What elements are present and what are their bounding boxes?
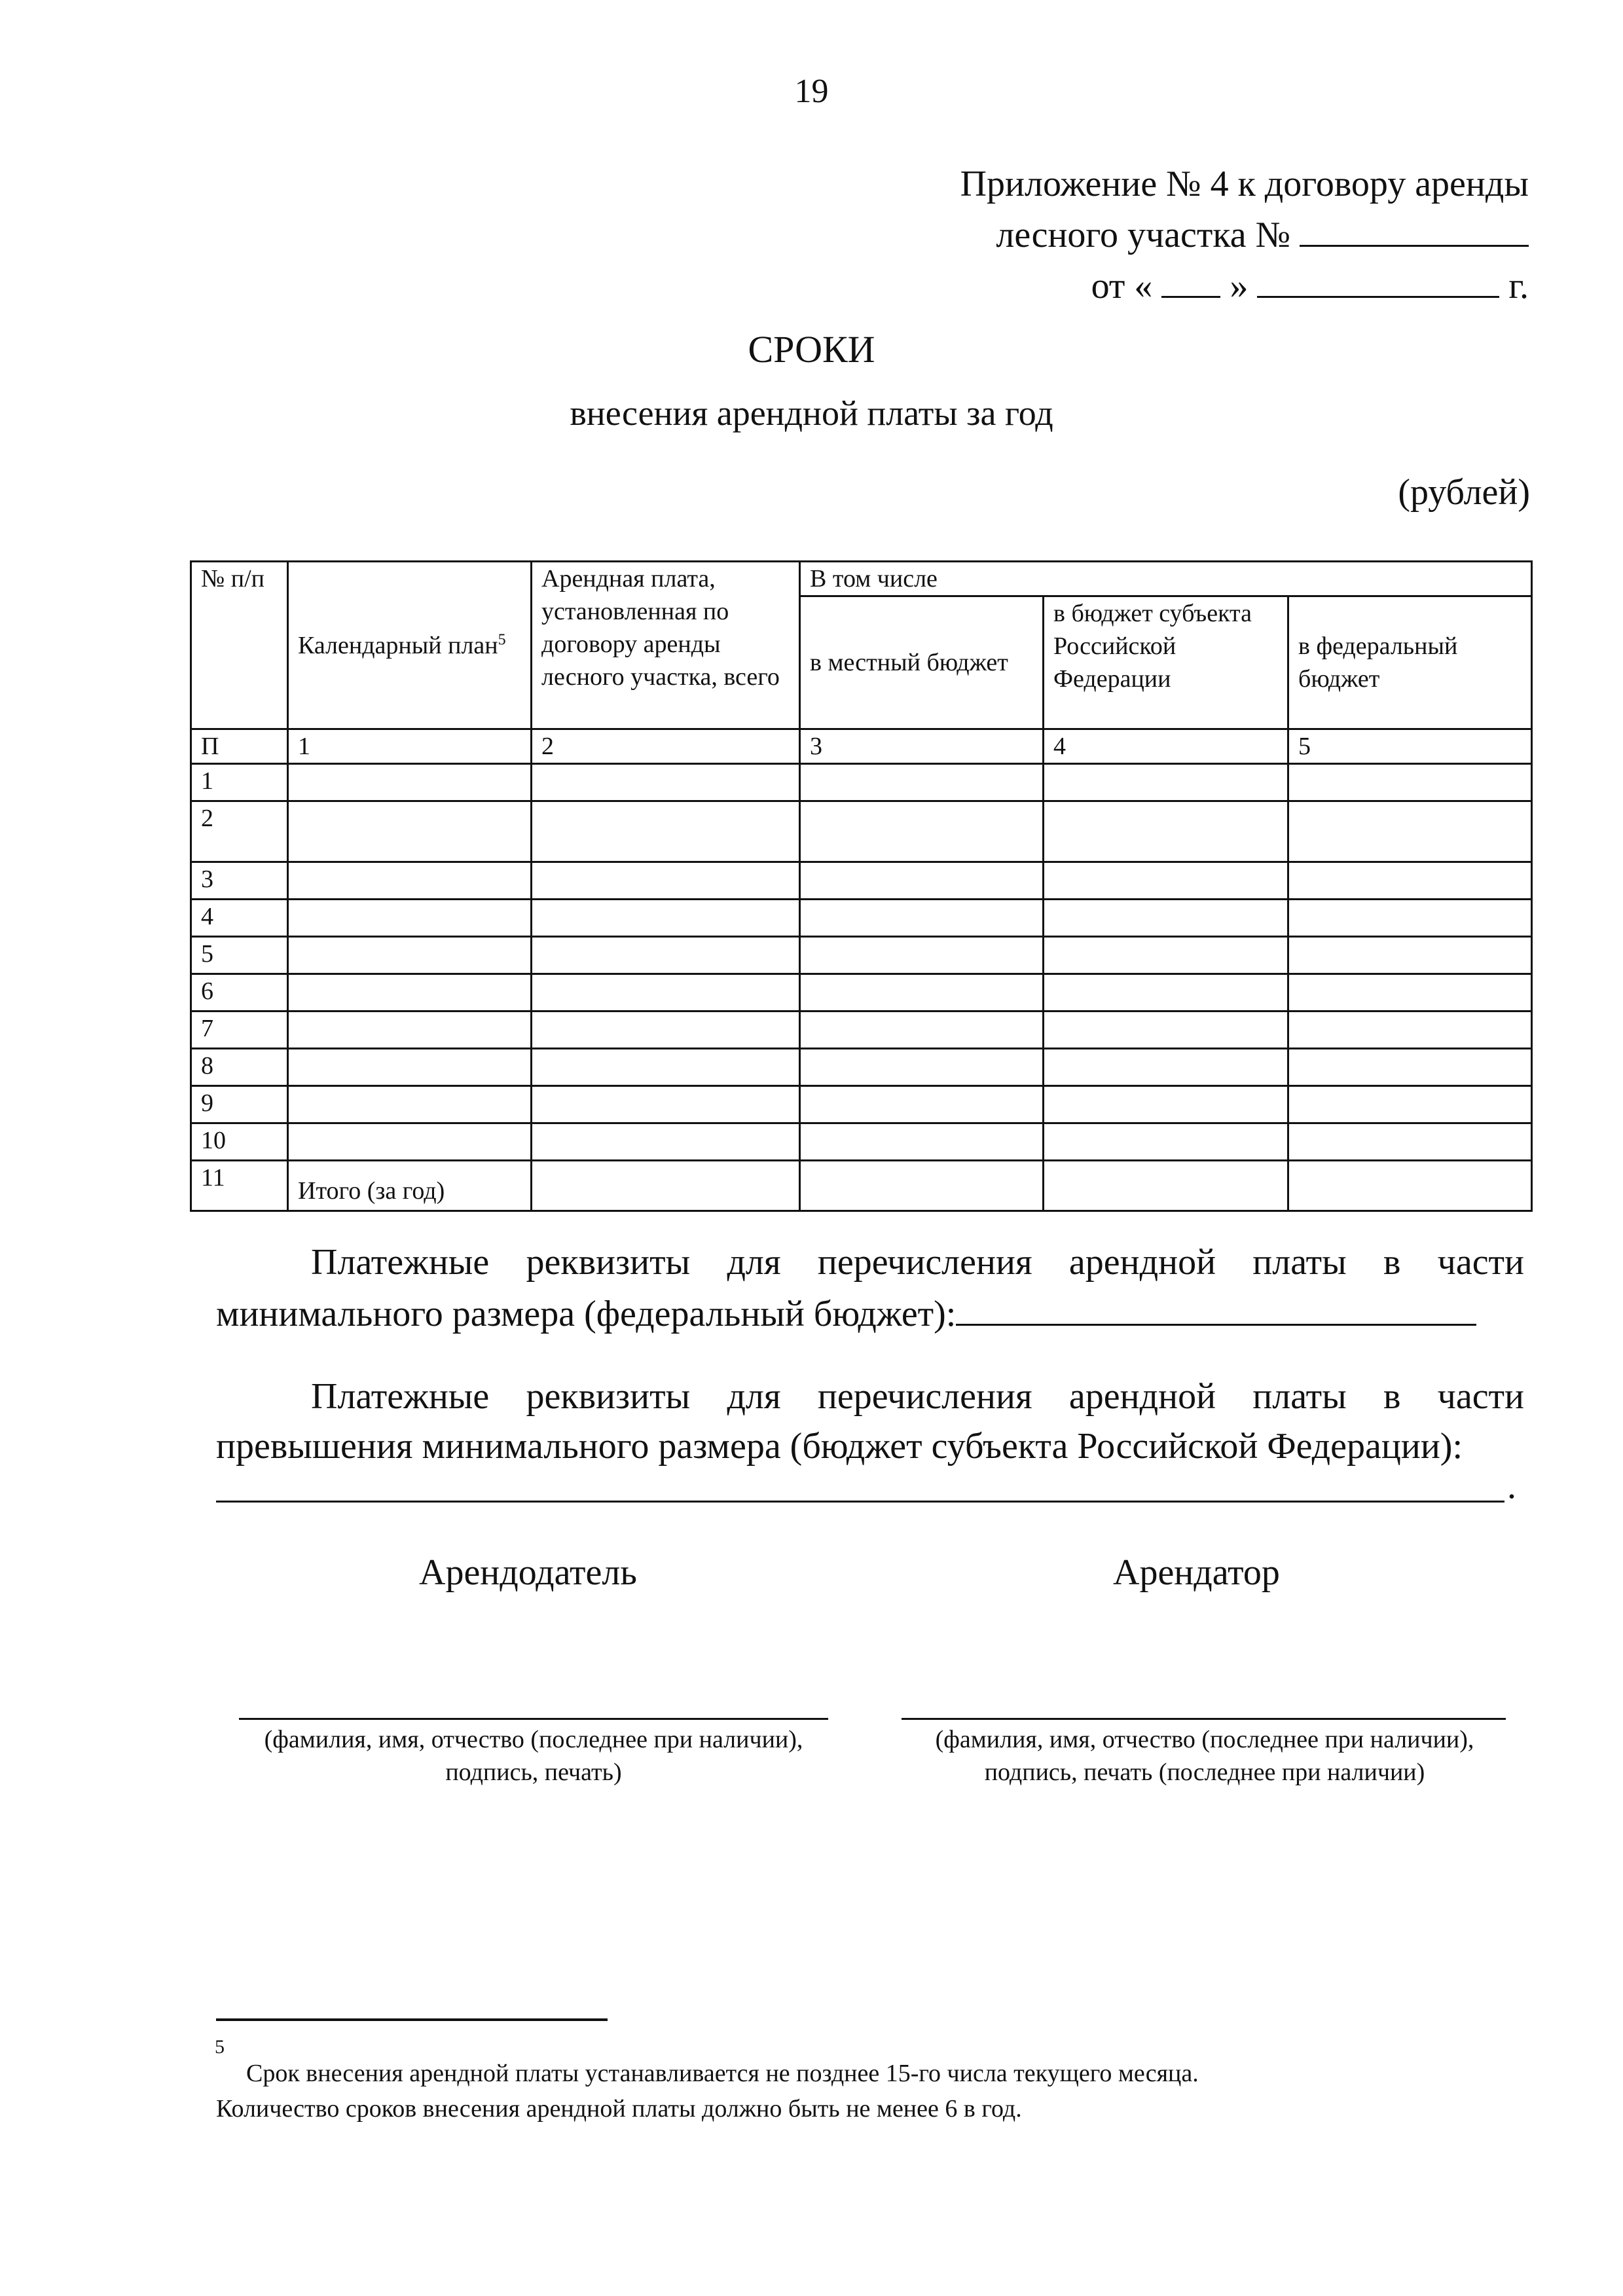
table-cell	[532, 1011, 800, 1049]
table-cell	[1044, 1123, 1288, 1161]
footnote-line-1: Срок внесения арендной платы устанавливается не позднее 15-го числа текущего месяца.	[246, 2060, 1199, 2087]
row-number: 5	[191, 937, 288, 974]
contract-number-blank	[1300, 211, 1529, 247]
document-subtitle: внесения арендной платы за год	[570, 393, 1053, 433]
document-title: СРОКИ	[748, 328, 875, 371]
header-plan-text: Календарный план	[298, 631, 498, 659]
table-cell	[1288, 1049, 1532, 1086]
table-cell	[1044, 1011, 1288, 1049]
subject-details-end: .	[1507, 1466, 1516, 1506]
tenant-signature-caption: (фамилия, имя, отчество (последнее при наличии), подпись, печать (последнее при наличии)	[935, 1726, 1474, 1786]
table-cell	[288, 862, 532, 900]
table-cell	[800, 1123, 1044, 1161]
table-cell	[1288, 974, 1532, 1011]
col-number: 5	[1288, 729, 1532, 764]
landlord-signature-caption: (фамилия, имя, отчество (последнее при наличии), подпись, печать)	[264, 1726, 803, 1786]
table-cell	[1288, 937, 1532, 974]
payment-subject-line-1: Платежные реквизиты для перечисления арендной платы в части	[311, 1376, 1524, 1417]
table-cell	[532, 937, 800, 974]
table-cell	[1288, 801, 1532, 862]
footnote-mark: 5	[215, 2036, 225, 2058]
row-number: 4	[191, 900, 288, 937]
table-cell	[1044, 937, 1288, 974]
footnote-line-2: Количество сроков внесения арендной платы должно быть не менее 6 в год.	[216, 2095, 1022, 2123]
page-number: 19	[794, 73, 829, 110]
landlord-signature-line	[239, 1718, 828, 1720]
payment-schedule-table	[190, 560, 1533, 1212]
table-row	[191, 1086, 1532, 1123]
date-suffix: г.	[1508, 266, 1529, 306]
appendix-line-3	[960, 261, 1529, 312]
table-row	[191, 1049, 1532, 1086]
table-cell	[800, 1011, 1044, 1049]
table-row	[191, 900, 1532, 937]
payment-federal-line-2	[216, 1287, 1524, 1339]
header-local-budget: в местный бюджет	[800, 596, 1044, 729]
header-subject-budget: в бюджет субъекта Российской Федерации	[1044, 596, 1288, 729]
header-plan	[288, 562, 532, 729]
header-including: В том числе	[800, 562, 1532, 596]
payment-details-federal	[216, 1237, 1524, 1339]
table-cell	[800, 764, 1044, 801]
tenant-label: Арендатор	[1113, 1552, 1280, 1593]
payment-subject-line-2: превышения минимального размера (бюджет субъекта Российской Федерации):	[216, 1426, 1463, 1467]
table-cell	[288, 937, 532, 974]
payment-federal-line-1: Платежные реквизиты для перечисления арендной платы в части	[311, 1242, 1524, 1283]
table-cell	[532, 1086, 800, 1123]
table-cell	[288, 1086, 532, 1123]
tenant-signature-line	[902, 1718, 1506, 1720]
month-year-blank	[1257, 262, 1499, 298]
total-label: Итого (за год)	[288, 1161, 532, 1211]
table-cell	[1044, 1161, 1288, 1211]
table-cell	[288, 1049, 532, 1086]
row-number: 2	[191, 801, 288, 862]
table-cell	[800, 1086, 1044, 1123]
row-number: 1	[191, 764, 288, 801]
table-cell	[288, 974, 532, 1011]
table-row	[191, 937, 1532, 974]
footnote-ref: 5	[498, 630, 506, 648]
subject-details-blank	[216, 1461, 1504, 1503]
table-cell	[1044, 862, 1288, 900]
col-number: 4	[1044, 729, 1288, 764]
table-cell	[1044, 900, 1288, 937]
table-cell	[1044, 974, 1288, 1011]
table-cell	[288, 801, 532, 862]
header-num: № п/п	[191, 562, 288, 729]
table-cell	[532, 764, 800, 801]
table-row	[191, 764, 1532, 801]
col-number: 2	[532, 729, 800, 764]
table-cell	[532, 862, 800, 900]
header-federal-budget: в федеральный бюджет	[1288, 596, 1532, 729]
table-cell	[532, 1161, 800, 1211]
header-rent-total: Арендная плата, установленная по договору аренды лесного участка, всего	[532, 562, 800, 729]
column-number-row	[191, 729, 1532, 764]
row-number: 8	[191, 1049, 288, 1086]
table-cell	[1288, 1011, 1532, 1049]
footnote-divider	[216, 2018, 608, 2021]
table-cell	[288, 900, 532, 937]
appendix-contract-label: лесного участка №	[996, 215, 1290, 255]
table-cell	[532, 900, 800, 937]
appendix-header	[960, 158, 1529, 312]
table-cell	[800, 900, 1044, 937]
table-row	[191, 862, 1532, 900]
row-number: 7	[191, 1011, 288, 1049]
table-cell	[532, 1123, 800, 1161]
table-cell	[1044, 801, 1288, 862]
row-number: 10	[191, 1123, 288, 1161]
table-cell	[800, 1161, 1044, 1211]
table-cell	[1288, 764, 1532, 801]
row-number: 3	[191, 862, 288, 900]
units-label: (рублей)	[1398, 472, 1530, 513]
appendix-line-1: Приложение № 4 к договору аренды	[960, 164, 1529, 204]
table-cell	[532, 1049, 800, 1086]
table-cell	[800, 862, 1044, 900]
appendix-line-2	[960, 210, 1529, 261]
col-number: П	[191, 729, 288, 764]
row-number: 6	[191, 974, 288, 1011]
table-cell	[800, 1049, 1044, 1086]
table-cell	[1044, 1086, 1288, 1123]
table-row	[191, 974, 1532, 1011]
table-cell	[1044, 764, 1288, 801]
table-cell	[1288, 900, 1532, 937]
date-prefix: от «	[1091, 266, 1153, 306]
federal-details-blank	[956, 1287, 1476, 1326]
row-number: 11	[191, 1161, 288, 1211]
col-number: 1	[288, 729, 532, 764]
table-cell	[1288, 862, 1532, 900]
table-cell	[800, 974, 1044, 1011]
table-cell	[800, 801, 1044, 862]
footnote-text	[216, 2056, 1199, 2126]
table-row	[191, 1123, 1532, 1161]
table-cell	[1288, 1123, 1532, 1161]
table-row	[191, 801, 1532, 862]
table-cell	[288, 1123, 532, 1161]
table-row	[191, 1011, 1532, 1049]
payment-details-subject	[216, 1372, 1524, 1471]
table-cell	[288, 764, 532, 801]
table-cell	[1288, 1086, 1532, 1123]
table-cell	[532, 801, 800, 862]
col-number: 3	[800, 729, 1044, 764]
landlord-label: Арендодатель	[419, 1552, 637, 1593]
table-cell	[1288, 1161, 1532, 1211]
table-cell	[800, 937, 1044, 974]
table-cell	[1044, 1049, 1288, 1086]
row-number: 9	[191, 1086, 288, 1123]
payment-federal-label: минимального размера (федеральный бюджет):	[216, 1294, 957, 1334]
table-cell	[532, 974, 800, 1011]
table-cell	[288, 1011, 532, 1049]
day-blank	[1161, 262, 1220, 298]
date-middle: »	[1230, 266, 1249, 306]
table-total-row	[191, 1161, 1532, 1211]
